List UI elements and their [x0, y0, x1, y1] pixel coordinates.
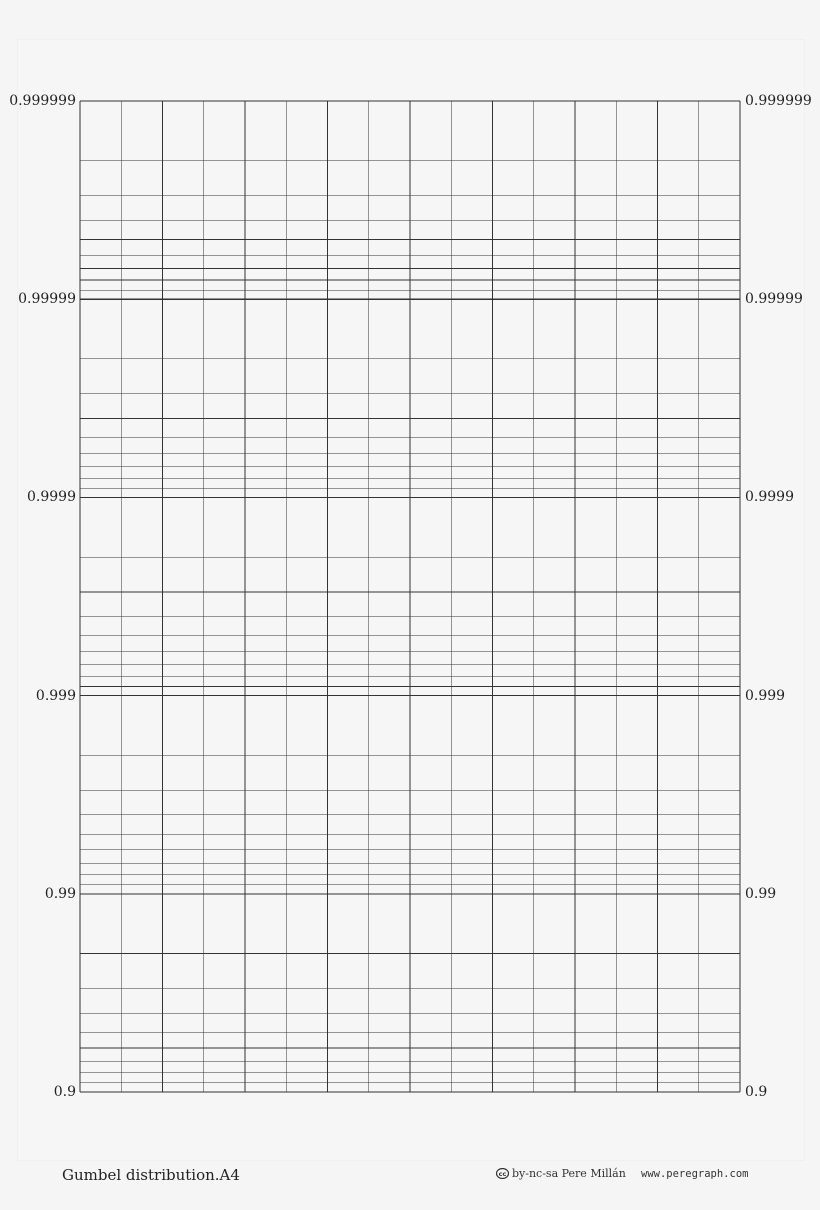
y-tick-label-left: 0.999 [35, 687, 76, 704]
y-tick-label-right: 0.9 [745, 1084, 768, 1100]
creative-commons-icon [496, 1168, 509, 1179]
y-tick-label-left: 0.99999 [18, 291, 76, 308]
y-tick-label-right: 0.99 [745, 885, 777, 902]
svg-text:cc: cc [498, 1170, 507, 1178]
y-tick-label-right: 0.999999 [745, 93, 812, 109]
license-credit [496, 1167, 626, 1180]
y-tick-label-right: 0.999 [745, 687, 786, 704]
y-tick-label-right: 0.99999 [745, 291, 803, 308]
y-tick-label-left: 0.99 [44, 885, 76, 902]
y-tick-label-right: 0.9999 [745, 489, 794, 506]
y-tick-label-left: 0.9 [53, 1084, 76, 1100]
document-title: Gumbel distribution.A4 [62, 1166, 240, 1184]
y-tick-label-left: 0.9999 [27, 489, 76, 506]
credit-text: by-nc-sa Pere Millán [512, 1167, 626, 1180]
y-tick-label-left: 0.999999 [9, 93, 76, 109]
website-link[interactable]: www.peregraph.com [641, 1168, 749, 1180]
